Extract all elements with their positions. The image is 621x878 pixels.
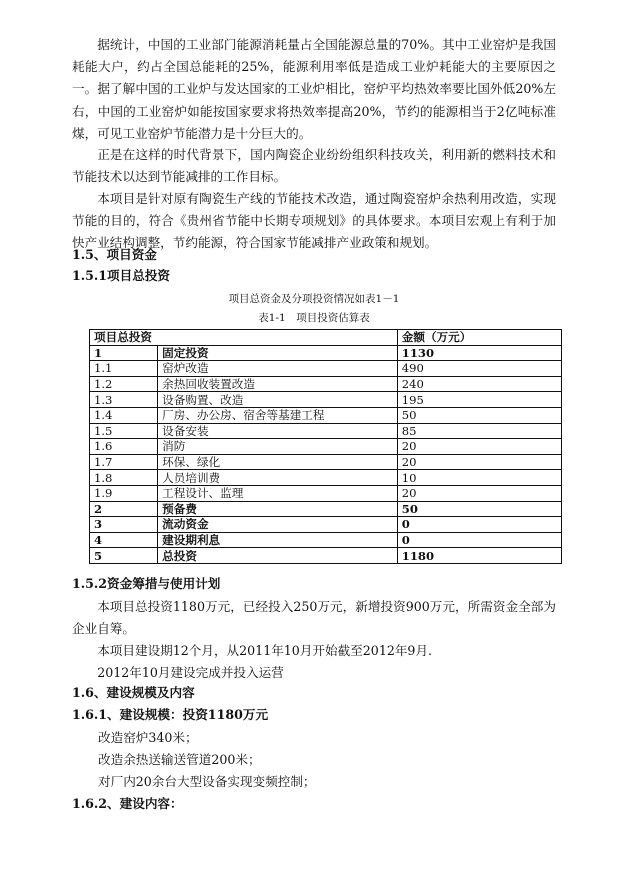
row-amount: 1130: [397, 345, 561, 361]
row-number: 1.2: [90, 376, 158, 392]
row-number: 1.8: [90, 470, 158, 486]
table-caption: 表1-1 项目投资估算表: [258, 312, 370, 324]
row-amount: 20: [397, 439, 561, 455]
table-row: [90, 439, 562, 455]
row-amount: 20: [397, 454, 561, 470]
scale-item-2: 改造余热送输送管道200米；: [98, 752, 261, 767]
row-item: 人员培训费: [158, 470, 398, 486]
table-row: [90, 517, 562, 533]
table-row: [90, 501, 562, 517]
row-item: 固定投资: [158, 345, 398, 361]
table-row: [90, 361, 562, 377]
section-1-6-title: 1.6、建设规模及内容: [72, 685, 195, 700]
row-amount: 0: [397, 532, 561, 548]
intro-paragraph-2: 正是在这样的时代背景下，国内陶瓷企业纷纷组织科技攻关，利用新的燃料技术和节能技术以达到节能减排的工作目标。: [72, 147, 556, 185]
row-item: 总投资: [158, 548, 398, 564]
intro-paragraph-3: 本项目是针对原有陶瓷生产线的节能技术改造，通过陶瓷窑炉余热利用改造，实现节能的目的，符合《贵州省节能中长期专项规划》的具体要求。本项目宏观上有利于加快产业结构调整，节约能源，符合国家节能减排产业政策和规划。: [72, 191, 556, 251]
row-amount: 195: [397, 392, 561, 408]
table-header-row: [90, 330, 562, 346]
intro-paragraph-1: 据统计，中国的工业部门能源消耗量占全国能源总量的70%。其中工业窑炉是我国耗能大户，约占全国总能耗的25%，能源利用率低是造成工业炉耗能大的主要原因之一。据了解中国的工业炉与发达国家的工业炉相比，窑炉平均热效率要比国外低20%左右，中国的工业窑炉如能按国家要求将热效率提高20%，节约的能源相当于2亿吨标准煤，可见工业窑炉节能潜力是十分巨大的。: [72, 37, 556, 141]
section-1-6-2-title: 1.6.2、建设内容：: [72, 796, 183, 811]
row-item: 消防: [158, 439, 398, 455]
table-row: [90, 407, 562, 423]
row-number: 1.9: [90, 485, 158, 501]
row-item: 设备安装: [158, 423, 398, 439]
table-row: [90, 392, 562, 408]
row-number: 1: [90, 345, 158, 361]
section-1-5-1-title: 1.5.1项目总投资: [72, 268, 171, 283]
row-amount: 20: [397, 485, 561, 501]
row-number: 3: [90, 517, 158, 533]
row-number: 1.7: [90, 454, 158, 470]
row-amount: 85: [397, 423, 561, 439]
row-amount: 0: [397, 517, 561, 533]
row-item: 余热回收装置改造: [158, 376, 398, 392]
row-amount: 10: [397, 470, 561, 486]
row-number: 1.3: [90, 392, 158, 408]
table-row: [90, 345, 562, 361]
row-number: 1.1: [90, 361, 158, 377]
operation-paragraph: 2012年10月建设完成并投入运营: [97, 665, 284, 680]
row-number: 4: [90, 532, 158, 548]
section-1-6-1-title: 1.6.1、建设规模：投资1180万元: [72, 707, 269, 722]
table-row: [90, 548, 562, 564]
table-row: [90, 454, 562, 470]
section-1-5-2-title: 1.5.2资金筹措与使用计划: [72, 576, 221, 591]
row-item: 流动资金: [158, 517, 398, 533]
table-header-amount: 金额（万元）: [397, 330, 561, 346]
table-header-item: 项目总投资: [90, 330, 398, 346]
row-number: 1.5: [90, 423, 158, 439]
scale-item-1: 改造窑炉340米；: [98, 730, 198, 745]
row-amount: 50: [397, 407, 561, 423]
row-amount: 240: [397, 376, 561, 392]
table-intro: 项目总资金及分项投资情况如表1－1: [228, 293, 400, 305]
row-number: 1.4: [90, 407, 158, 423]
row-item: 工程设计、监理: [158, 485, 398, 501]
row-item: 窑炉改造: [158, 361, 398, 377]
table-row: [90, 376, 562, 392]
table-row: [90, 485, 562, 501]
row-item: 设备购置、改造: [158, 392, 398, 408]
row-item: 厂房、办公房、宿舍等基建工程: [158, 407, 398, 423]
section-1-5-title: 1.5、项目资金: [72, 247, 157, 262]
row-amount: 490: [397, 361, 561, 377]
table-row: [90, 532, 562, 548]
scale-item-3: 对厂内20余台大型设备实现变频控制；: [98, 774, 316, 789]
table-row: [90, 423, 562, 439]
investment-table: [89, 329, 562, 564]
funding-paragraph: 本项目总投资1180万元，已经投入250万元，新增投资900万元，所需资金全部为企业自筹。: [72, 599, 556, 637]
schedule-paragraph: 本项目建设期12个月，从2011年10月开始截至2012年9月.: [97, 643, 433, 658]
row-amount: 1180: [397, 548, 561, 564]
row-amount: 50: [397, 501, 561, 517]
row-item: 环保、绿化: [158, 454, 398, 470]
row-item: 建设期利息: [158, 532, 398, 548]
row-number: 5: [90, 548, 158, 564]
table-row: [90, 470, 562, 486]
row-item: 预备费: [158, 501, 398, 517]
row-number: 2: [90, 501, 158, 517]
row-number: 1.6: [90, 439, 158, 455]
